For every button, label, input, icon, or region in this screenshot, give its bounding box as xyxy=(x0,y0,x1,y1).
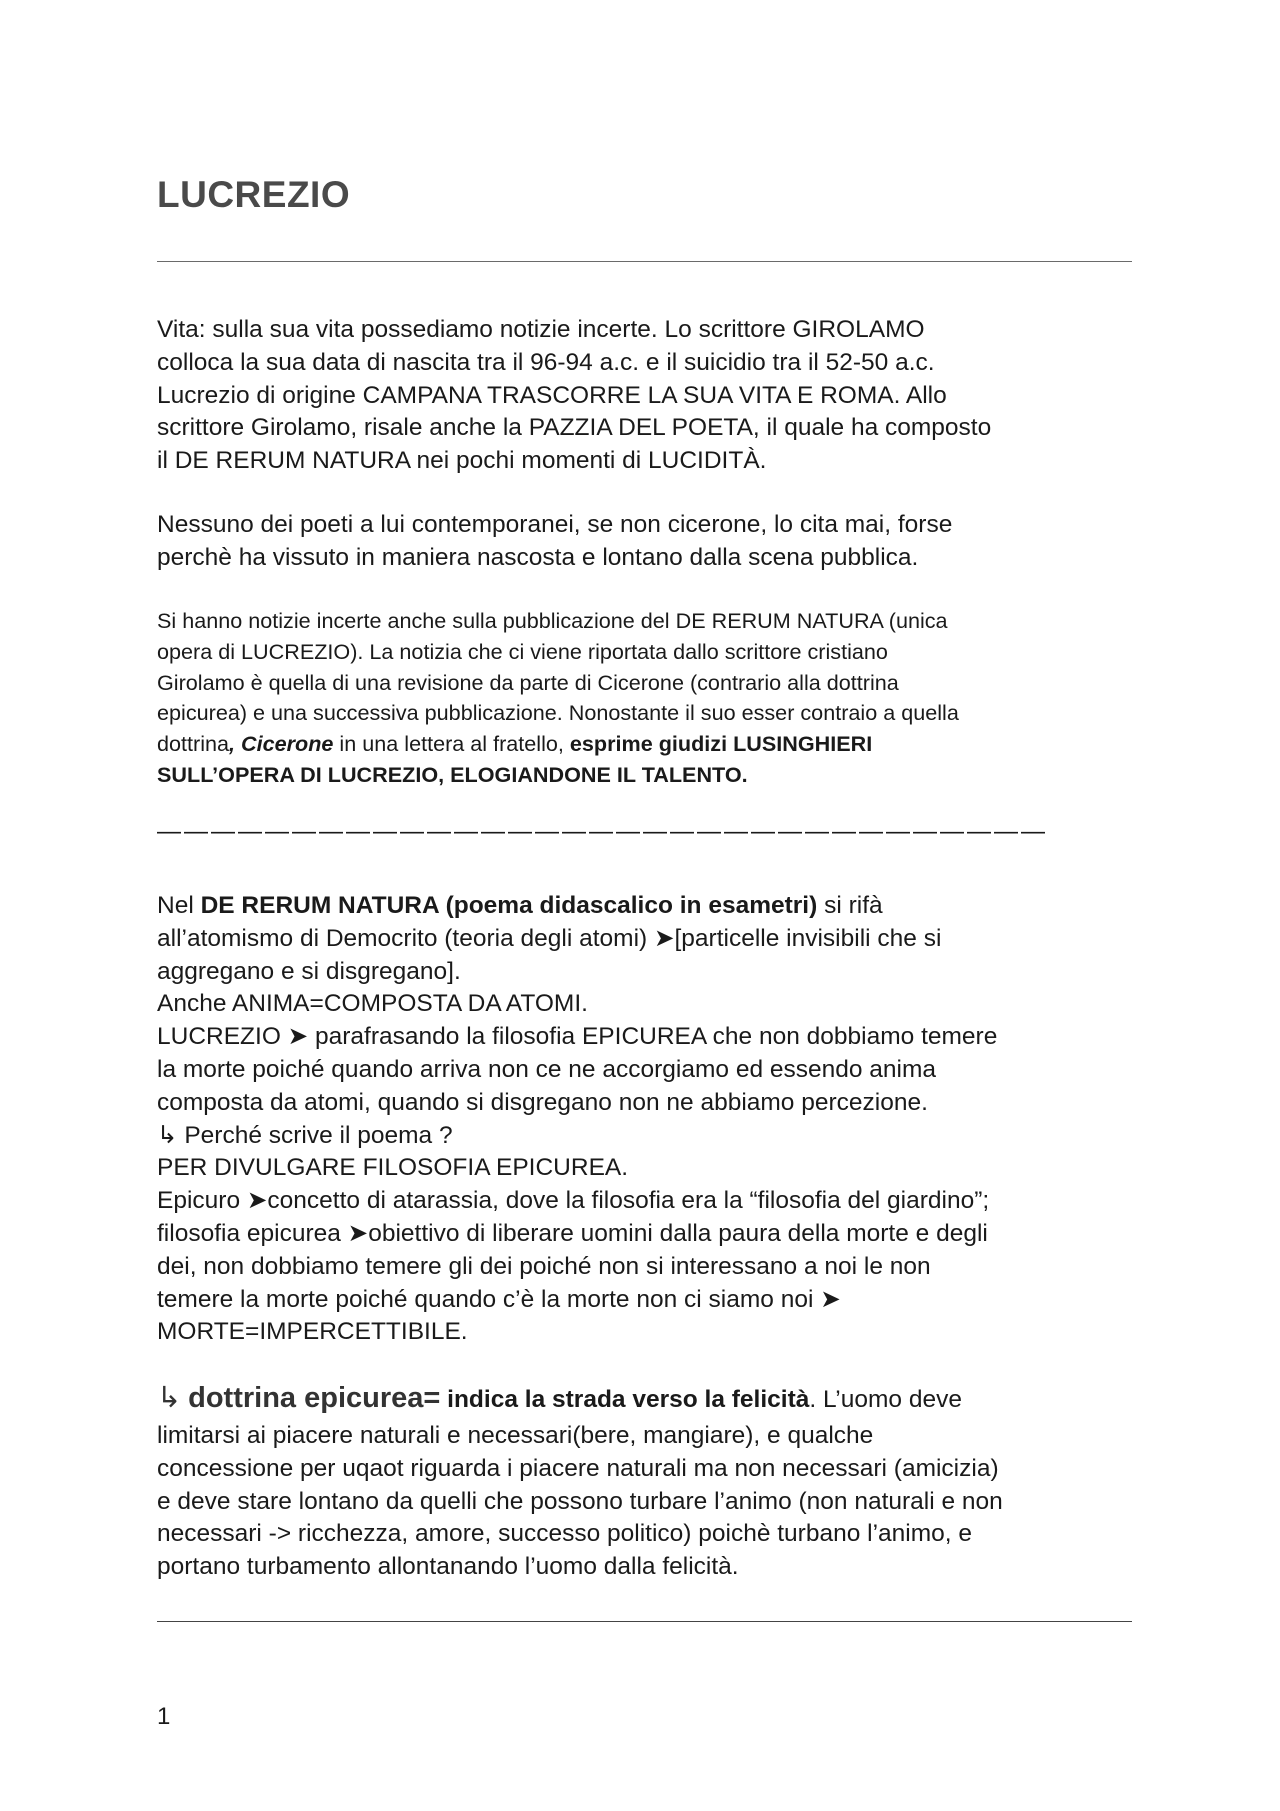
text-line: Nessuno dei poeti a lui contemporanei, se non cicerone, lo cita mai, forse xyxy=(157,511,953,538)
paragraph-vita xyxy=(157,314,1132,478)
text-line: PER DIVULGARE FILOSOFIA EPICUREA. xyxy=(157,1154,629,1182)
text-line: aggregano e si disgregano]. xyxy=(157,957,461,985)
bold-heading-span: dottrina epicurea= xyxy=(188,1382,441,1414)
text-line: colloca la sua data di nascita tra il 96-94 a.c. e il suicidio tra il 52-50 a.c. xyxy=(157,348,935,376)
text-line: composta da atomi, quando si disgregano non ne abbiamo percezione. xyxy=(157,1088,928,1116)
text-line: la morte poiché quando arriva non ce ne accorgiamo ed essendo anima xyxy=(157,1055,937,1083)
text-line: temere la morte poiché quando c’è la morte non ci siamo noi ➤ xyxy=(157,1285,841,1313)
bold-span: esprime giudizi LUSINGHIERI xyxy=(569,731,873,757)
text-line xyxy=(157,890,1132,923)
text-line: dei, non dobbiamo temere gli dei poiché non si interessano a noi le non xyxy=(157,1252,931,1280)
text-line: Girolamo è quella di una revisione da parte di Cicerone (contrario alla dottrina xyxy=(157,669,899,695)
paragraph-dottrina-epicurea xyxy=(157,1378,1132,1584)
paragraph-de-rerum-natura xyxy=(157,890,1132,1349)
text-line: perchè ha vissuto in maniera nascosta e lontano dalla scena pubblica. xyxy=(157,543,919,571)
text-line: necessari -> ricchezza, amore, successo politico) poichè turbano l’animo, e xyxy=(157,1520,973,1548)
text-span: Nel xyxy=(157,892,201,919)
page-number: 1 xyxy=(157,1703,171,1730)
paragraph-contemporanei xyxy=(157,509,1132,575)
italic-span: , Cicerone xyxy=(229,731,334,757)
text-line: Lucrezio di origine CAMPANA TRASCORRE LA SUA VITA E ROMA. Allo xyxy=(157,381,947,409)
text-line: portano turbamento allontanando l’uomo dalla felicità. xyxy=(157,1553,739,1581)
text-span: dottrina xyxy=(157,731,230,757)
text-span: in una lettera al fratello, xyxy=(333,731,570,757)
text-line: concessione per uqaot riguarda i piacere naturali ma non necessari (amicizia) xyxy=(157,1454,999,1482)
paragraph-pubblicazione xyxy=(157,606,1132,791)
page-title: LUCREZIO xyxy=(157,174,351,215)
title-rule xyxy=(157,261,1132,262)
dash-divider: ————————————————————————————————— xyxy=(157,818,1048,844)
text-line: il DE RERUM NATURA nei pochi momenti di LUCIDITÀ. xyxy=(157,447,767,475)
text-line: filosofia epicurea ➤obiettivo di liberare uomini dalla paura della morte e degli xyxy=(157,1219,988,1247)
text-line: Vita: sulla sua vita possediamo notizie incerte. Lo scrittore GIROLAMO xyxy=(157,316,925,343)
text-line: Si hanno notizie incerte anche sulla pubblicazione del DE RERUM NATURA (unica xyxy=(157,608,948,633)
text-span: si rifà xyxy=(817,892,883,919)
text-line xyxy=(157,729,1132,760)
text-line: Anche ANIMA=COMPOSTA DA ATOMI. xyxy=(157,990,588,1018)
bold-span: SULL’OPERA DI LUCREZIO, ELOGIANDONE IL TALENTO. xyxy=(157,761,748,787)
text-line: MORTE=IMPERCETTIBILE. xyxy=(157,1318,468,1346)
text-line xyxy=(157,1378,1132,1420)
text-line: all’atomismo di Democrito (teoria degli atomi) ➤[particelle invisibili che si xyxy=(157,924,942,952)
return-arrow-icon: ↳ xyxy=(157,1382,182,1414)
bottom-rule xyxy=(157,1621,1132,1622)
text-line: LUCREZIO ➤ parafrasando la filosofia EPICUREA che non dobbiamo temere xyxy=(157,1023,998,1051)
text-line: Epicuro ➤concetto di atarassia, dove la filosofia era la “filosofia del giardino”; xyxy=(157,1187,990,1215)
bold-span: indica la strada verso la felicità xyxy=(447,1386,810,1413)
bold-span: DE RERUM NATURA (poema didascalico in esametri) xyxy=(200,892,818,919)
text-line: opera di LUCREZIO). La notizia che ci viene riportata dallo scrittore cristiano xyxy=(157,638,888,664)
text-span: . L’uomo deve xyxy=(809,1386,962,1413)
text-line: limitarsi ai piacere naturali e necessari(bere, mangiare), e qualche xyxy=(157,1422,874,1449)
text-line xyxy=(157,760,1132,791)
text-line: epicurea) e una successiva pubblicazione. Nonostante il suo esser contraio a quella xyxy=(157,700,959,726)
text-line: scrittore Girolamo, risale anche la PAZZIA DEL POETA, il quale ha composto xyxy=(157,414,992,442)
text-line: ↳ Perché scrive il poema ? xyxy=(157,1121,453,1149)
text-line: e deve stare lontano da quelli che possono turbare l’animo (non naturali e non xyxy=(157,1487,1003,1515)
